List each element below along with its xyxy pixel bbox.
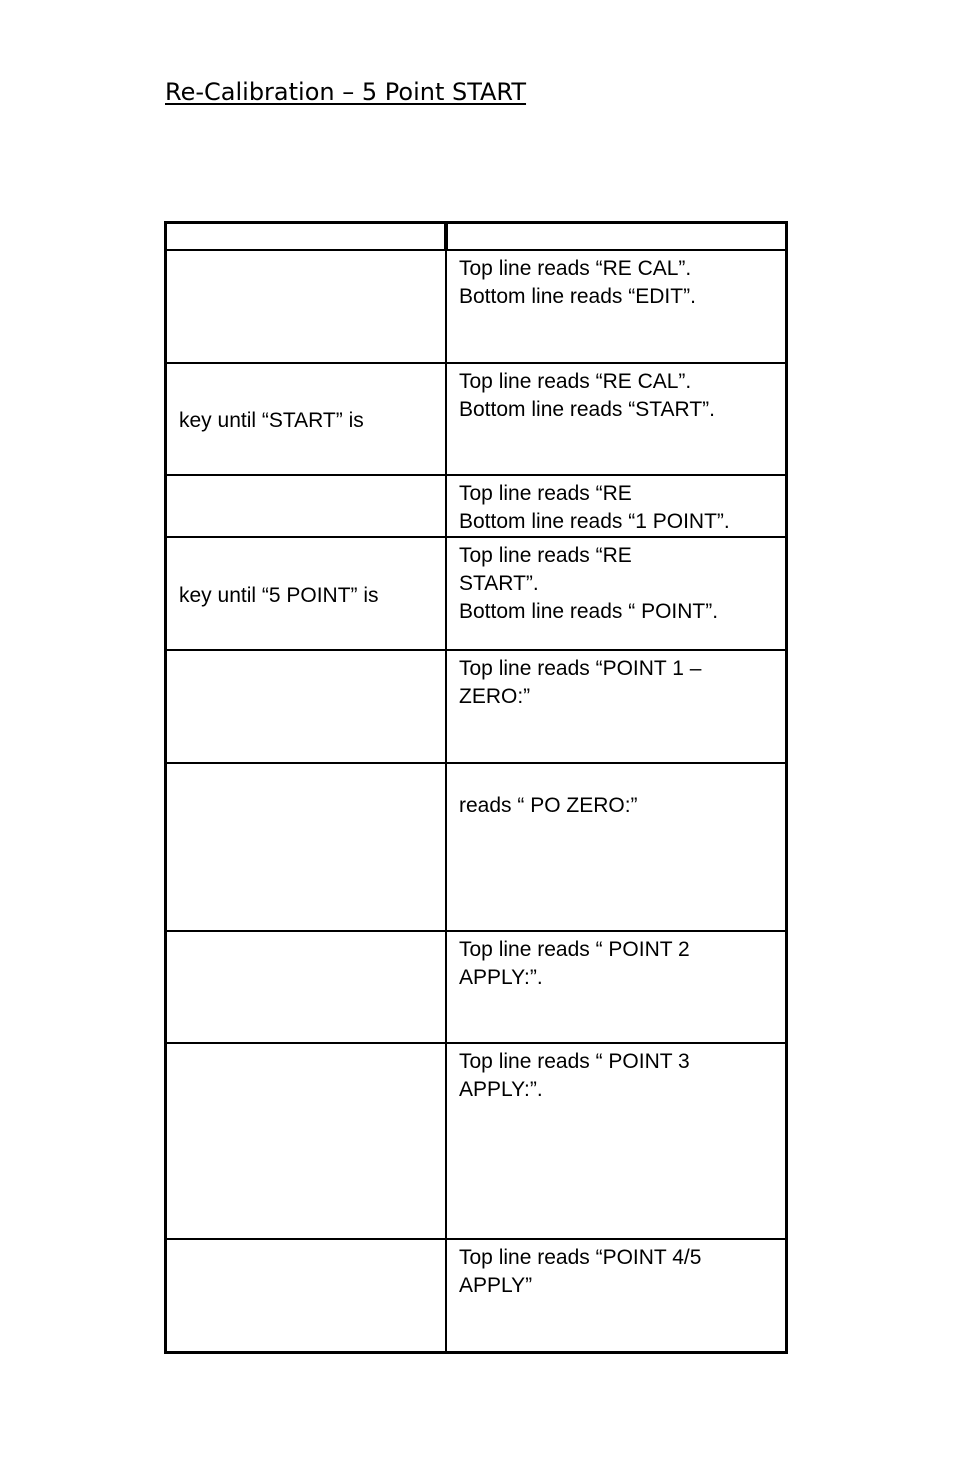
table-row xyxy=(166,1239,787,1352)
table-header-row xyxy=(166,223,787,251)
action-cell xyxy=(166,250,447,363)
table-row xyxy=(166,250,787,363)
action-cell xyxy=(166,1043,447,1239)
table-row xyxy=(166,763,787,931)
display-cell: reads “ PO ZERO:” xyxy=(446,763,787,931)
table-row xyxy=(166,931,787,1043)
table-row xyxy=(166,363,787,475)
display-cell: Top line reads “POINT 1 – ZERO:” xyxy=(446,650,787,763)
action-cell: key until “START” is xyxy=(166,363,447,475)
table-row xyxy=(166,1043,787,1239)
display-cell: Top line reads “RE Bottom line reads “1 POINT”. xyxy=(446,475,787,537)
header-cell-display xyxy=(446,223,787,251)
action-cell: key until “5 POINT” is xyxy=(166,537,447,650)
display-cell: Top line reads “RE CAL”. Bottom line reads “START”. xyxy=(446,363,787,475)
display-cell: Top line reads “ POINT 3 APPLY:”. xyxy=(446,1043,787,1239)
table-row xyxy=(166,475,787,537)
page-title: Re-Calibration – 5 Point START xyxy=(165,78,527,106)
action-cell xyxy=(166,475,447,537)
display-cell: Top line reads “RE START”. Bottom line reads “ POINT”. xyxy=(446,537,787,650)
display-cell: Top line reads “RE CAL”. Bottom line reads “EDIT”. xyxy=(446,250,787,363)
header-cell-action xyxy=(166,223,447,251)
table-row xyxy=(166,537,787,650)
action-cell xyxy=(166,763,447,931)
table-row xyxy=(166,650,787,763)
calibration-steps-table xyxy=(164,221,788,1354)
display-cell: Top line reads “ POINT 2 APPLY:”. xyxy=(446,931,787,1043)
action-cell xyxy=(166,650,447,763)
action-cell xyxy=(166,931,447,1043)
display-cell: Top line reads “POINT 4/5 APPLY” xyxy=(446,1239,787,1352)
action-cell xyxy=(166,1239,447,1352)
